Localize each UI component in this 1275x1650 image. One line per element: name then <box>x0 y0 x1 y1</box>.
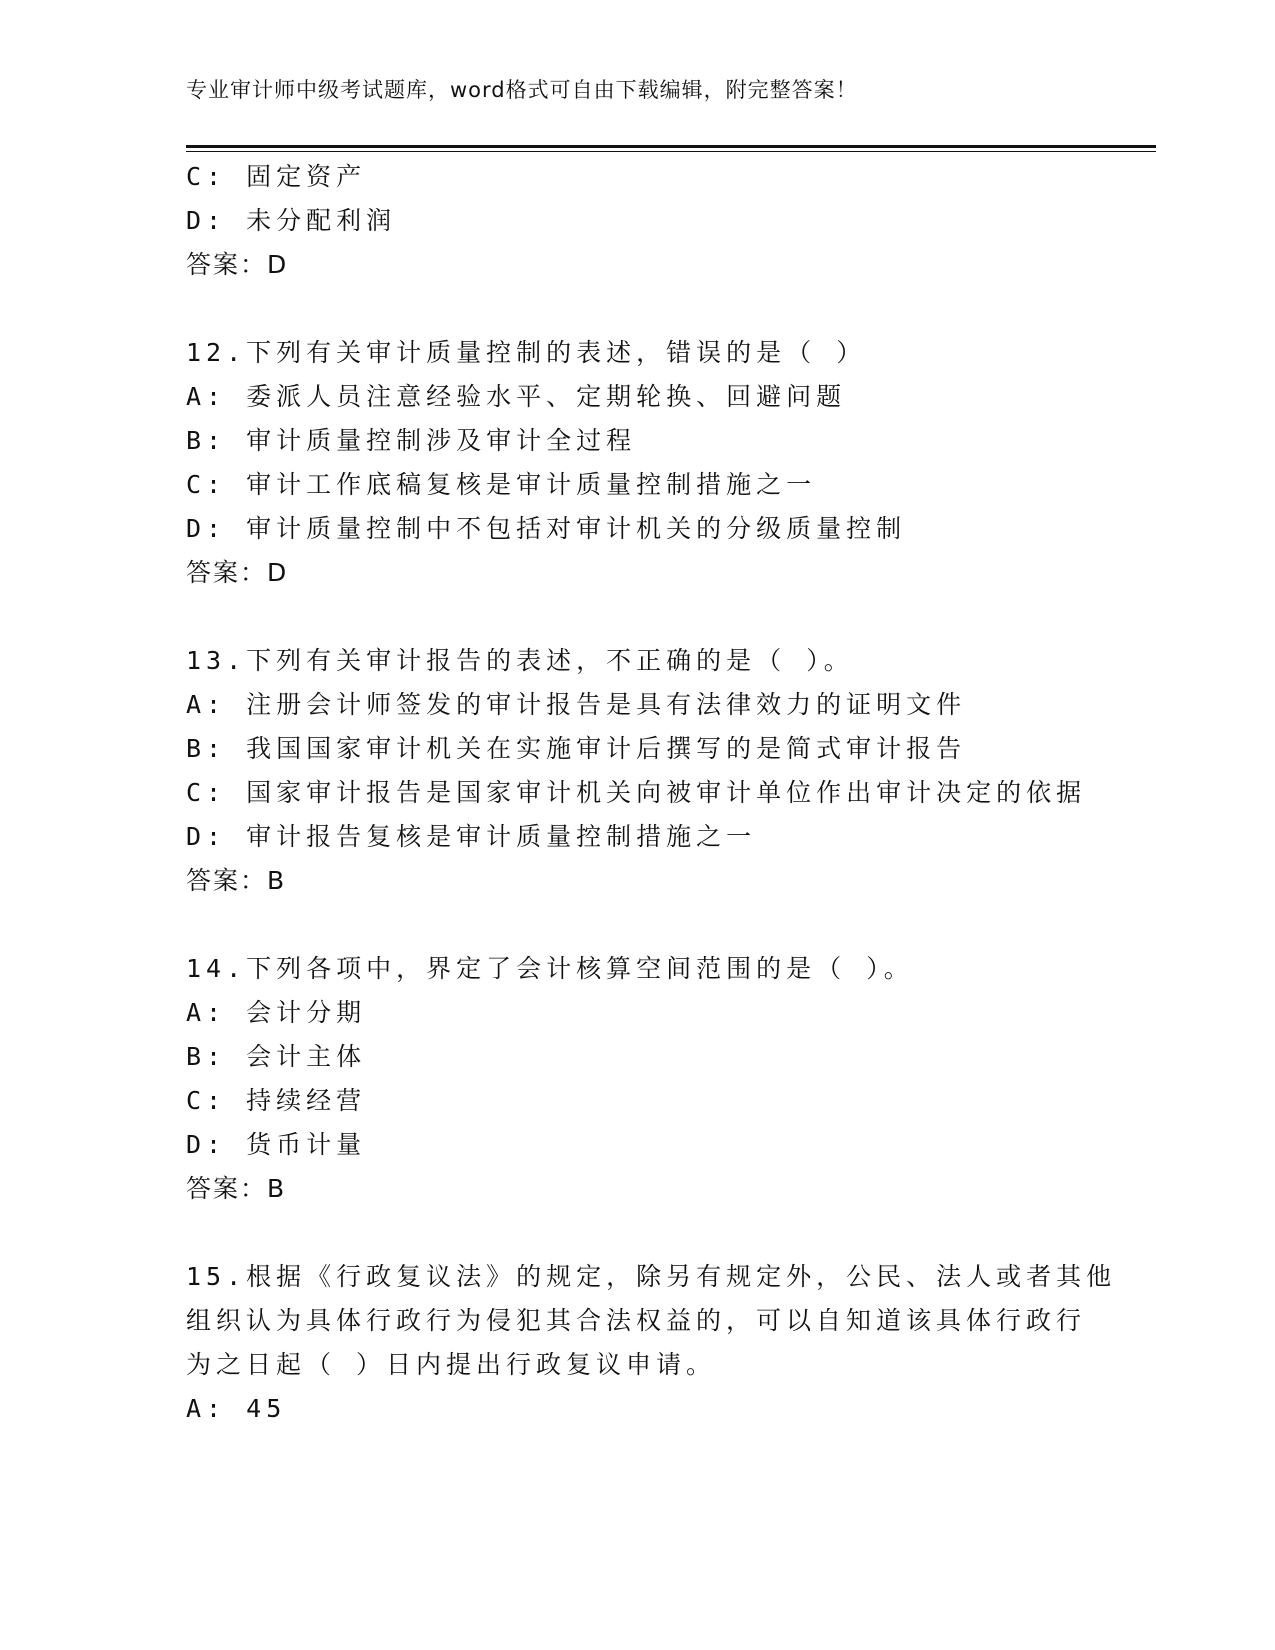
option-c: C: 审计工作底稿复核是审计质量控制措施之一 <box>186 470 817 499</box>
option-c: C: 国家审计报告是国家审计机关向被审计单位作出审计决定的依据 <box>186 778 1087 807</box>
option-d: D: 审计报告复核是审计质量控制措施之一 <box>186 822 757 851</box>
header-divider-thin <box>186 151 1156 152</box>
option-c: C: 固定资产 <box>186 162 367 191</box>
question-stem: 13.下列有关审计报告的表述，不正确的是（ ）。 <box>186 646 854 675</box>
option-b: B: 会计主体 <box>186 1042 367 1071</box>
question-stem-line-1: 15.根据《行政复议法》的规定，除另有规定外，公民、法人或者其他 <box>186 1262 1117 1291</box>
option-d: D: 未分配利润 <box>186 206 397 235</box>
answer: 答案：D <box>186 558 289 587</box>
option-c: C: 持续经营 <box>186 1086 367 1115</box>
question-stem-line-3: 为之日起（ ）日内提出行政复议申请。 <box>186 1350 717 1379</box>
option-a: A: 45 <box>186 1394 287 1423</box>
option-a: A: 注册会计师签发的审计报告是具有法律效力的证明文件 <box>186 690 967 719</box>
question-stem-line-2: 组织认为具体行政行为侵犯其合法权益的，可以自知道该具体行政行 <box>186 1306 1087 1335</box>
option-b: B: 我国国家审计机关在实施审计后撰写的是简式审计报告 <box>186 734 967 763</box>
answer: 答案：B <box>186 1174 287 1203</box>
answer: 答案：D <box>186 250 289 279</box>
option-a: A: 会计分期 <box>186 998 367 1027</box>
question-stem: 12.下列有关审计质量控制的表述，错误的是（ ） <box>186 338 867 367</box>
question-stem: 14.下列各项中，界定了会计核算空间范围的是（ ）。 <box>186 954 914 983</box>
header-title: 专业审计师中级考试题库，word格式可自由下载编辑，附完整答案！ <box>186 78 858 102</box>
answer: 答案：B <box>186 866 287 895</box>
option-a: A: 委派人员注意经验水平、定期轮换、回避问题 <box>186 382 847 411</box>
header-divider-thick <box>186 145 1156 148</box>
option-d: D: 审计质量控制中不包括对审计机关的分级质量控制 <box>186 514 907 543</box>
option-d: D: 货币计量 <box>186 1130 367 1159</box>
option-b: B: 审计质量控制涉及审计全过程 <box>186 426 637 455</box>
